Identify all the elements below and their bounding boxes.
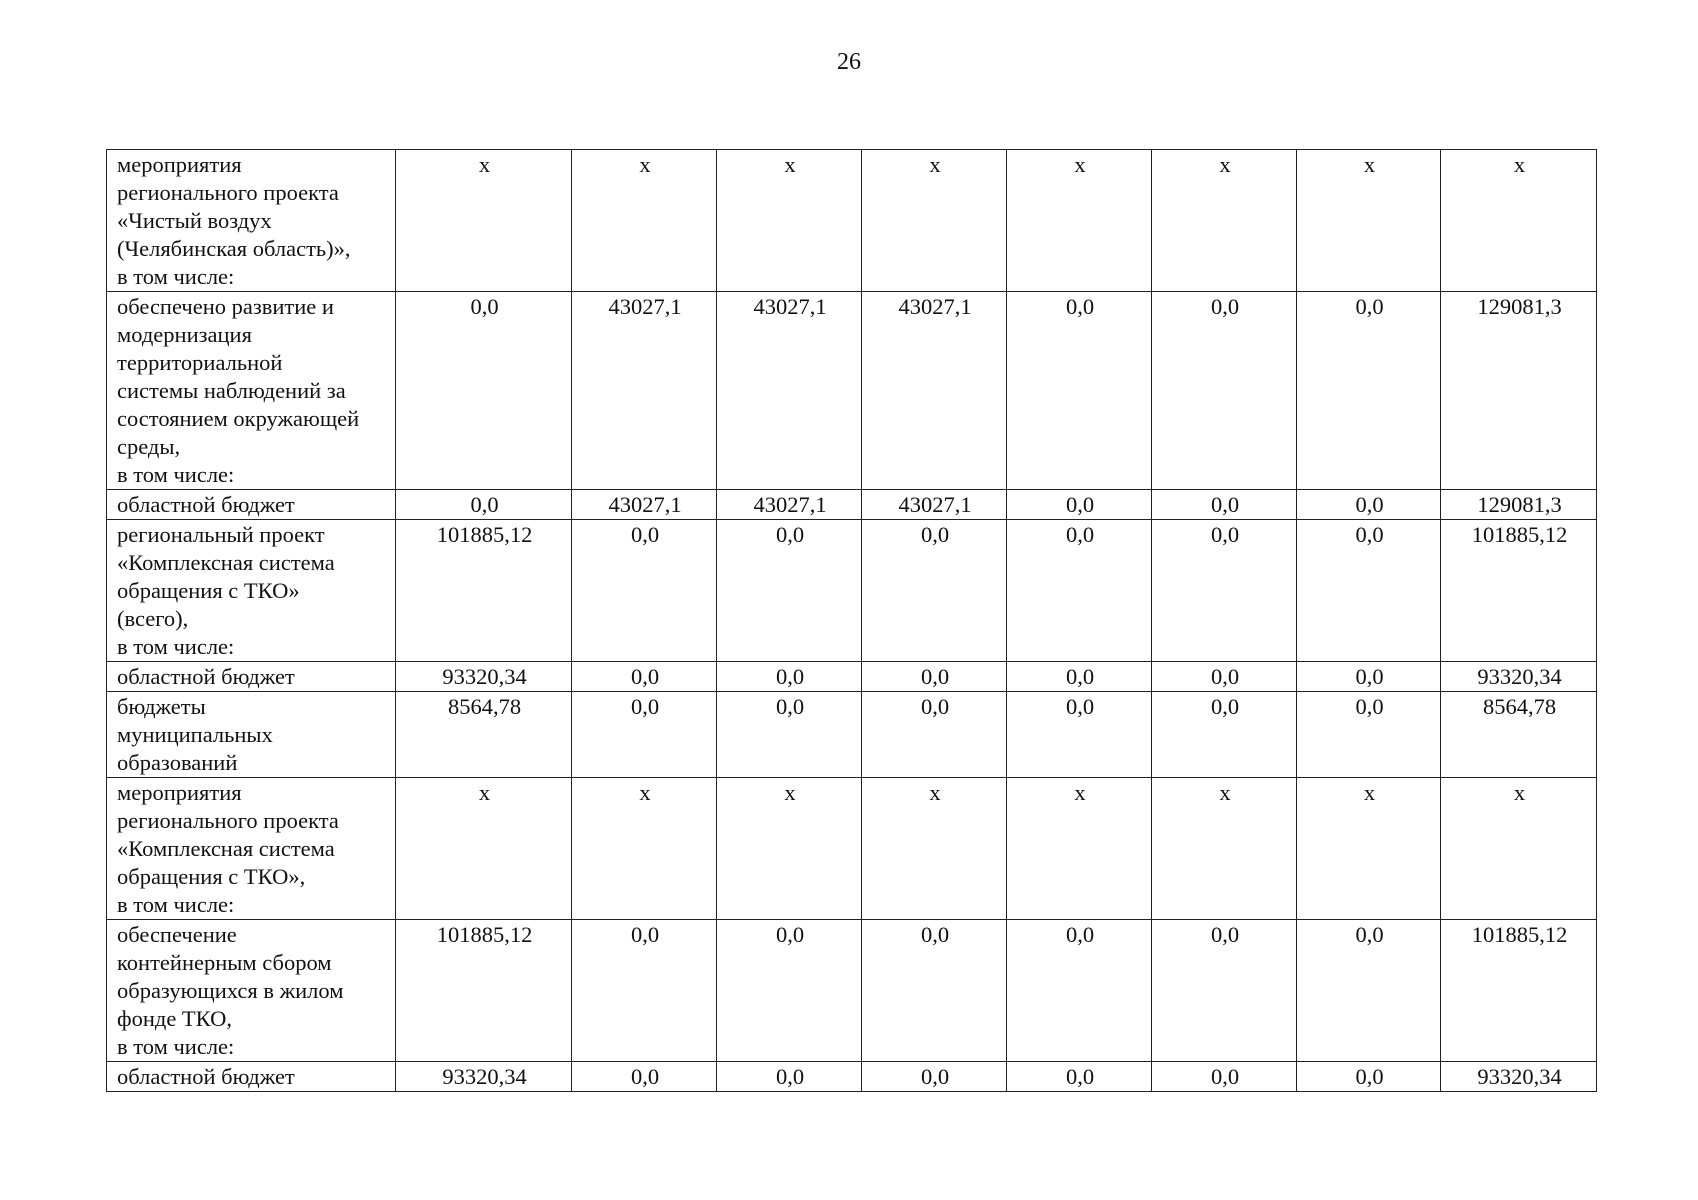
table-row <box>107 150 1597 292</box>
row-label: мероприятия регионального проекта «Чистый воздух (Челябинская область)», в том числе: <box>107 150 396 292</box>
table-row <box>107 1062 1597 1092</box>
table-row <box>107 490 1597 520</box>
value-cell: x <box>1297 778 1441 920</box>
value-cell: x <box>396 778 572 920</box>
value-cell: 0,0 <box>1152 292 1297 490</box>
row-label: обеспечение контейнерным сбором образующихся в жилом фонде ТКО, в том числе: <box>107 920 396 1062</box>
row-label: областной бюджет <box>107 662 396 692</box>
value-cell: x <box>1441 150 1597 292</box>
value-cell: 0,0 <box>1297 920 1441 1062</box>
value-cell: x <box>1152 150 1297 292</box>
value-cell: x <box>1297 150 1441 292</box>
table-row <box>107 292 1597 490</box>
value-cell: 0,0 <box>1152 490 1297 520</box>
value-cell: x <box>572 778 717 920</box>
value-cell: 0,0 <box>572 520 717 662</box>
value-cell: 43027,1 <box>862 490 1007 520</box>
value-cell: 0,0 <box>1152 920 1297 1062</box>
value-cell: x <box>717 150 862 292</box>
value-cell: 43027,1 <box>717 490 862 520</box>
value-cell: 0,0 <box>572 920 717 1062</box>
value-cell: 93320,34 <box>396 662 572 692</box>
value-cell: 0,0 <box>396 292 572 490</box>
value-cell: x <box>396 150 572 292</box>
value-cell: 0,0 <box>862 1062 1007 1092</box>
value-cell: 0,0 <box>1007 1062 1152 1092</box>
value-cell: 0,0 <box>1152 692 1297 778</box>
value-cell: x <box>1152 778 1297 920</box>
value-cell: x <box>572 150 717 292</box>
value-cell: x <box>1007 778 1152 920</box>
row-label: областной бюджет <box>107 490 396 520</box>
value-cell: 0,0 <box>1152 520 1297 662</box>
value-cell: 0,0 <box>717 1062 862 1092</box>
value-cell: 129081,3 <box>1441 292 1597 490</box>
value-cell: 43027,1 <box>572 292 717 490</box>
value-cell: 8564,78 <box>1441 692 1597 778</box>
row-label: областной бюджет <box>107 1062 396 1092</box>
value-cell: 0,0 <box>1007 490 1152 520</box>
value-cell: 43027,1 <box>717 292 862 490</box>
value-cell: 0,0 <box>1152 1062 1297 1092</box>
value-cell: 0,0 <box>717 692 862 778</box>
value-cell: x <box>1441 778 1597 920</box>
table-row <box>107 920 1597 1062</box>
value-cell: 43027,1 <box>572 490 717 520</box>
value-cell: 0,0 <box>396 490 572 520</box>
value-cell: 0,0 <box>862 692 1007 778</box>
page-number: 26 <box>837 49 861 75</box>
value-cell: 101885,12 <box>1441 920 1597 1062</box>
value-cell: 129081,3 <box>1441 490 1597 520</box>
value-cell: 0,0 <box>862 920 1007 1062</box>
value-cell: 93320,34 <box>1441 1062 1597 1092</box>
budget-table <box>106 149 1597 1092</box>
value-cell: 0,0 <box>572 662 717 692</box>
value-cell: 93320,34 <box>396 1062 572 1092</box>
value-cell: 101885,12 <box>1441 520 1597 662</box>
value-cell: 0,0 <box>1297 292 1441 490</box>
value-cell: 43027,1 <box>862 292 1007 490</box>
table-row <box>107 520 1597 662</box>
value-cell: 0,0 <box>1297 490 1441 520</box>
row-label: региональный проект «Комплексная система обращения с ТКО» (всего), в том числе: <box>107 520 396 662</box>
value-cell: 0,0 <box>717 920 862 1062</box>
table-row <box>107 692 1597 778</box>
value-cell: 0,0 <box>1297 692 1441 778</box>
value-cell: 0,0 <box>1007 920 1152 1062</box>
value-cell: 0,0 <box>572 692 717 778</box>
value-cell: 0,0 <box>1297 662 1441 692</box>
value-cell: 0,0 <box>717 520 862 662</box>
value-cell: 0,0 <box>862 520 1007 662</box>
value-cell: 101885,12 <box>396 920 572 1062</box>
value-cell: 101885,12 <box>396 520 572 662</box>
value-cell: x <box>862 778 1007 920</box>
value-cell: 0,0 <box>862 662 1007 692</box>
value-cell: 0,0 <box>1007 662 1152 692</box>
value-cell: 93320,34 <box>1441 662 1597 692</box>
value-cell: 0,0 <box>1297 520 1441 662</box>
value-cell: 0,0 <box>1007 292 1152 490</box>
value-cell: 0,0 <box>572 1062 717 1092</box>
value-cell: x <box>1007 150 1152 292</box>
value-cell: 8564,78 <box>396 692 572 778</box>
table-row <box>107 662 1597 692</box>
table-row <box>107 778 1597 920</box>
value-cell: 0,0 <box>1297 1062 1441 1092</box>
value-cell: 0,0 <box>1007 692 1152 778</box>
row-label: бюджеты муниципальных образований <box>107 692 396 778</box>
value-cell: 0,0 <box>1007 520 1152 662</box>
value-cell: x <box>862 150 1007 292</box>
row-label: обеспечено развитие и модернизация территориальной системы наблюдений за состоянием окружающей среды, в том числе: <box>107 292 396 490</box>
row-label: мероприятия регионального проекта «Комплексная система обращения с ТКО», в том числе: <box>107 778 396 920</box>
value-cell: x <box>717 778 862 920</box>
value-cell: 0,0 <box>717 662 862 692</box>
value-cell: 0,0 <box>1152 662 1297 692</box>
